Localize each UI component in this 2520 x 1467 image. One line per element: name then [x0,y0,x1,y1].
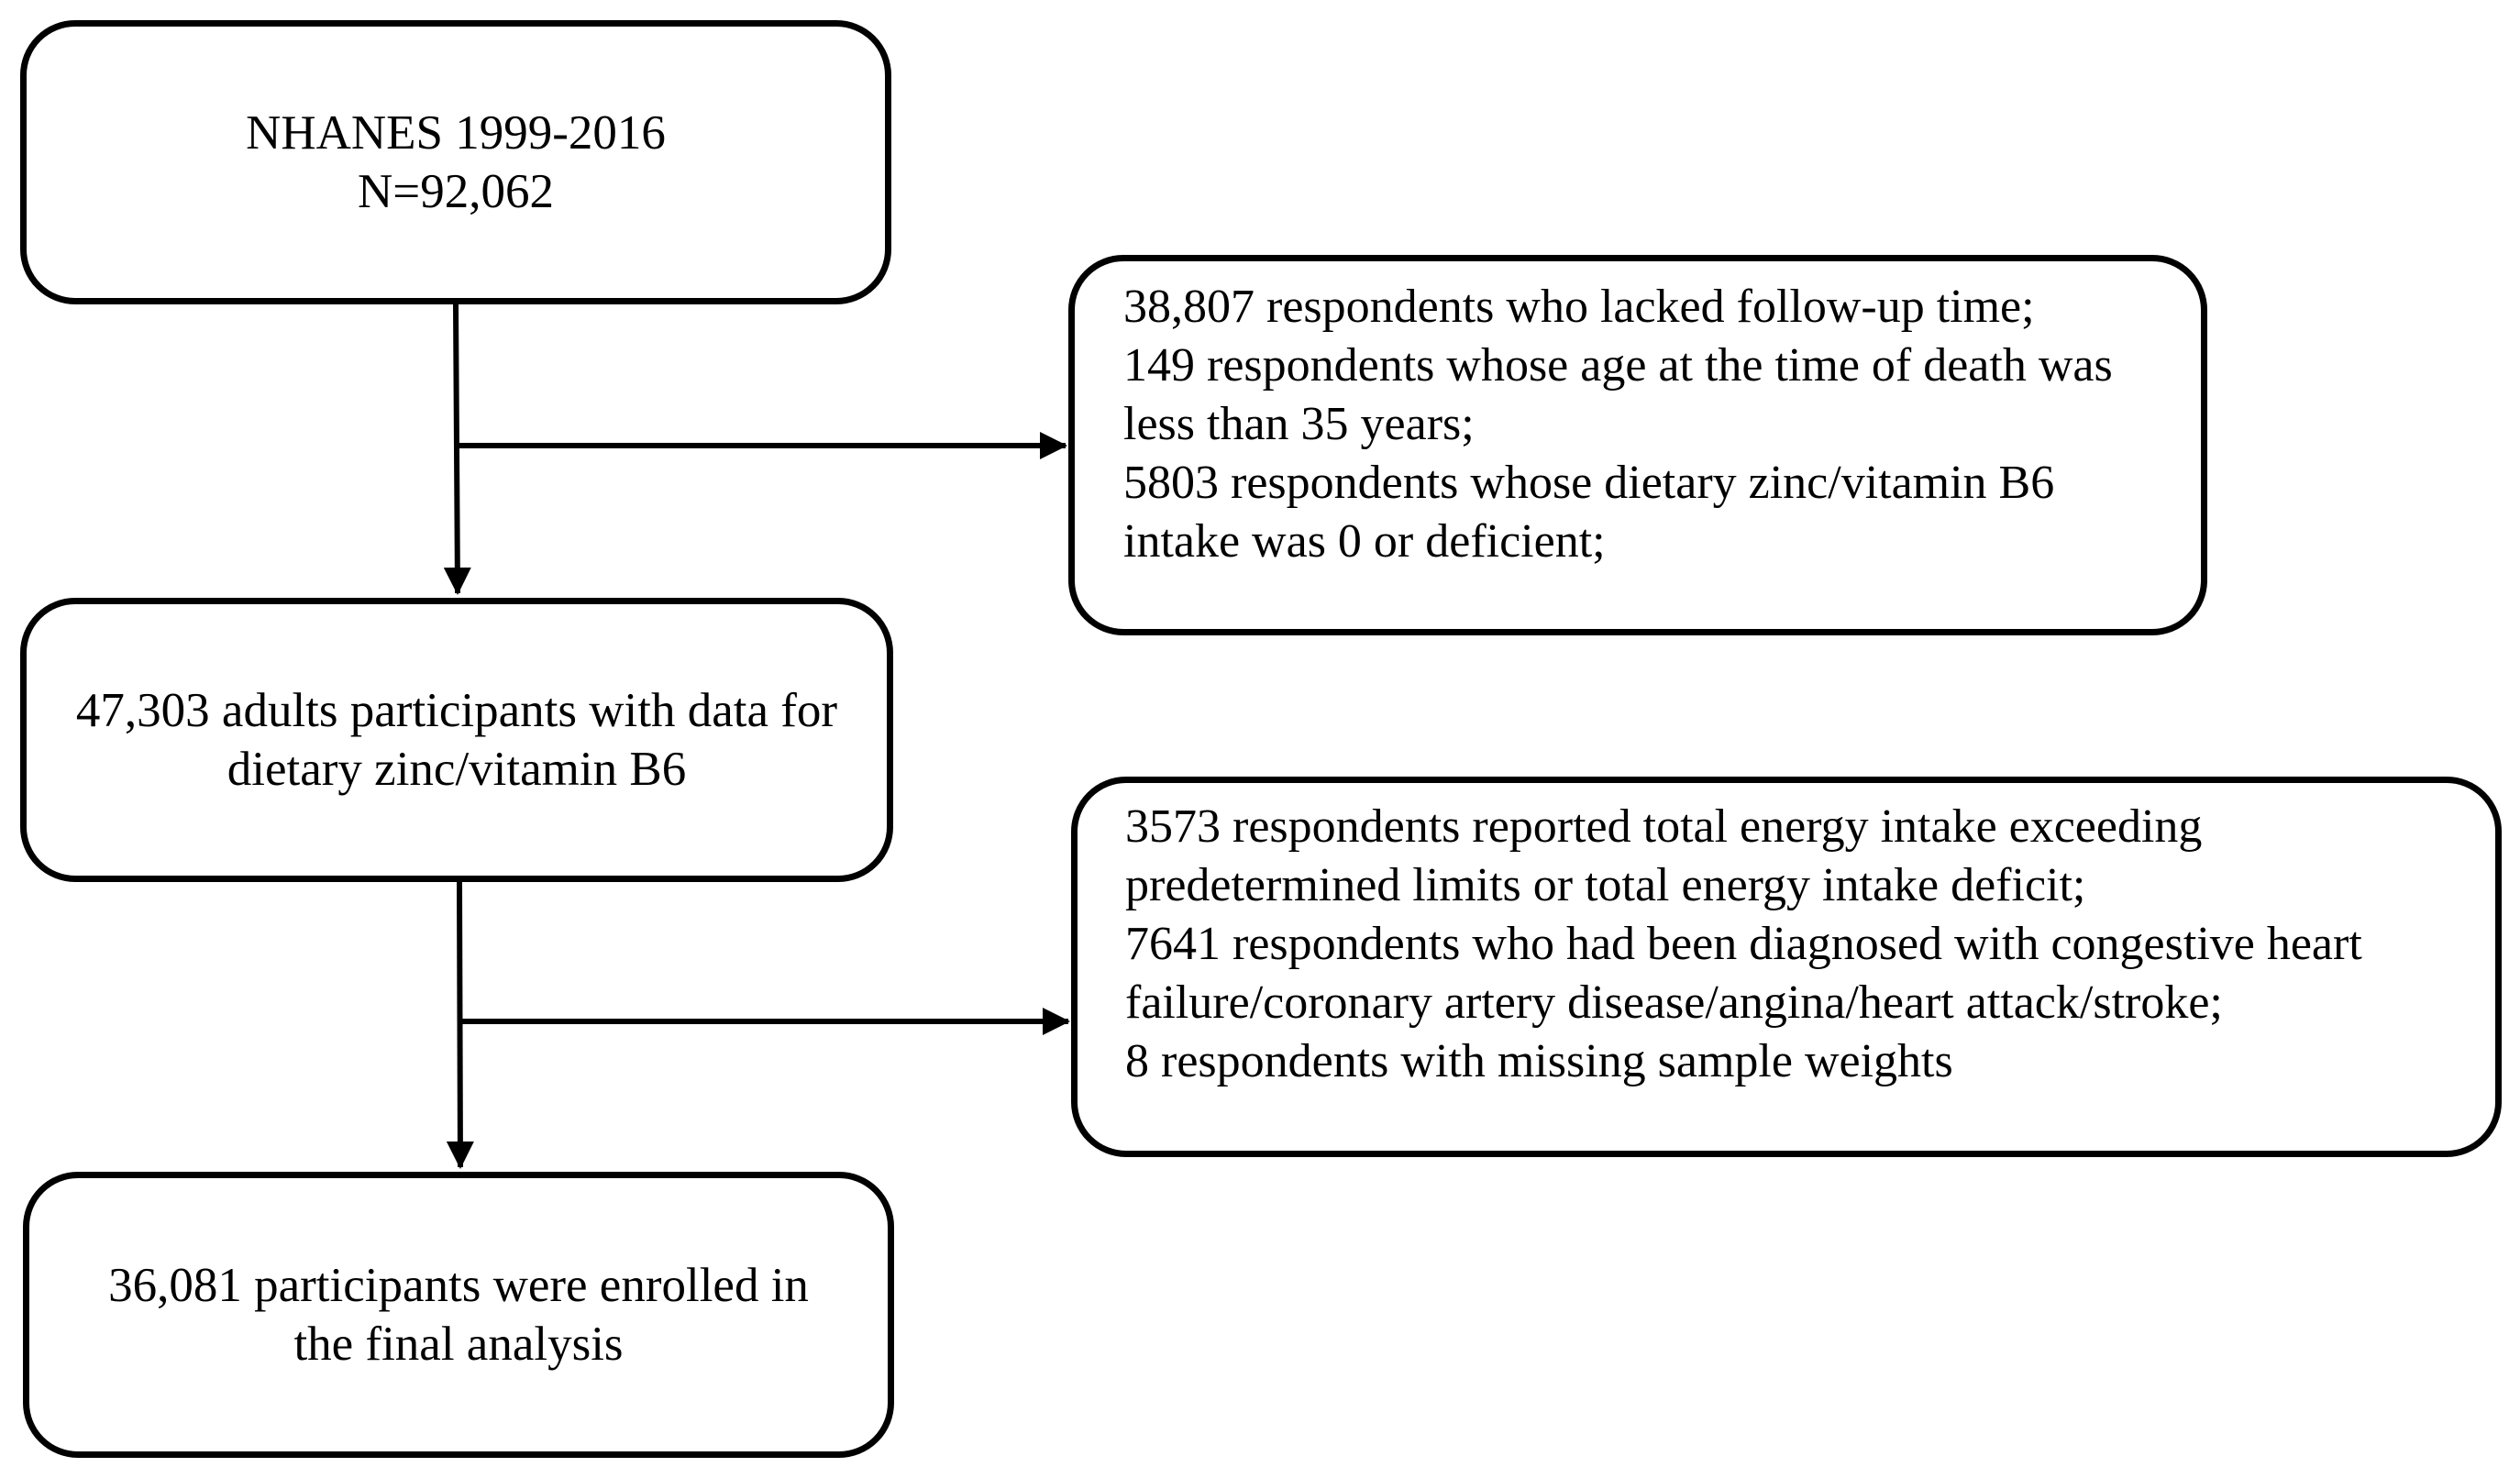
exclusion2-line-4: failure/coronary artery disease/angina/heart attack/stroke; [1125,976,2223,1029]
final-box-line-1: 36,081 participants were enrolled in [108,1259,809,1312]
arrow-start-to-middle [456,304,458,593]
start-box-line-2: N=92,062 [358,165,554,218]
final-box-line-2: the final analysis [293,1318,624,1371]
exclusion1-line-4: 5803 respondents whose dietary zinc/vitamin B6 [1123,457,2055,509]
start-box [20,20,891,304]
exclusion2-line-2: predetermined limits or total energy intake deficit; [1125,859,2086,911]
exclusion1-line-3: less than 35 years; [1123,398,1475,450]
middle-box-line-1: 47,303 adults participants with data for [75,684,838,737]
middle-box-line-2: dietary zinc/vitamin B6 [227,743,687,796]
exclusion2-line-5: 8 respondents with missing sample weights [1125,1035,1953,1087]
exclusion2-line-1: 3573 respondents reported total energy intake exceeding [1125,800,2203,853]
exclusion-box-1 [1068,255,2207,635]
middle-box [20,598,893,882]
exclusion1-line-5: intake was 0 or deficient; [1123,515,1606,568]
arrow-middle-to-final [459,882,460,1167]
start-box-line-1: NHANES 1999-2016 [246,106,666,160]
final-box [23,1172,894,1458]
exclusion-box-2 [1071,777,2502,1157]
exclusion1-line-1: 38,807 respondents who lacked follow-up time; [1123,281,2035,333]
exclusion1-line-2: 149 respondents whose age at the time of death was [1123,339,2113,392]
exclusion2-line-3: 7641 respondents who had been diagnosed with congestive heart [1125,918,2362,970]
